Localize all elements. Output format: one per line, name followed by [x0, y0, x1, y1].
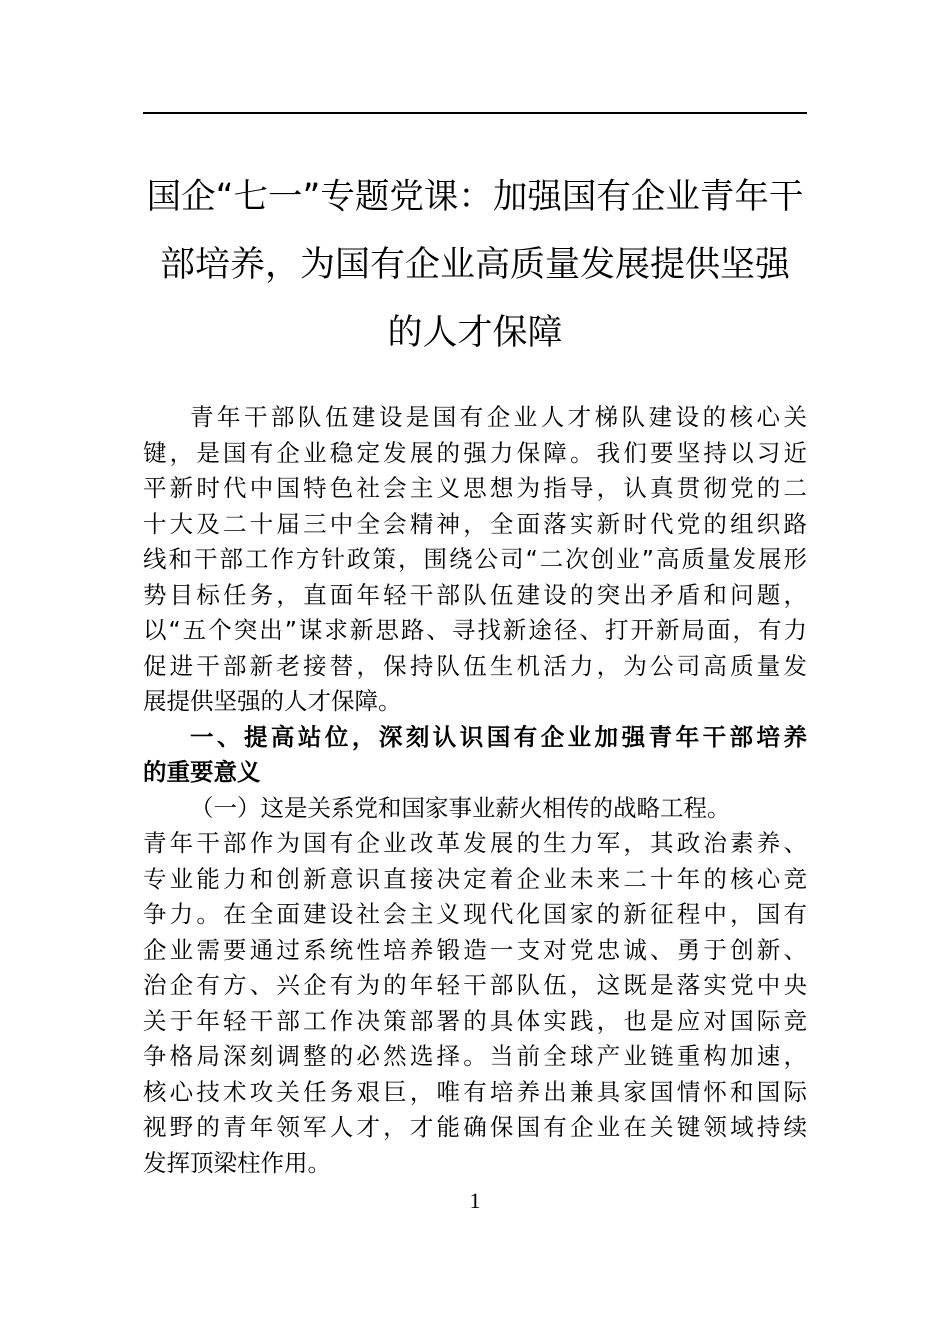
- text-line: 核心技术攻关任务艰巨，唯有培养出兼具家国情怀和国际: [143, 1077, 807, 1106]
- text-line: （一）这是关系党和国家事业薪火相传的战略工程。: [190, 793, 731, 822]
- section-heading: [143, 720, 807, 791]
- text-line: 专业能力和创新意识直接决定着企业未来二十年的核心竞: [143, 864, 807, 893]
- text-line: 以“五个突出”谋求新思路、寻找新途径、打开新局面，有力: [143, 616, 807, 644]
- heading-line: 的重要意义: [143, 758, 261, 786]
- text-line: 发挥顶梁柱作用。: [143, 1148, 331, 1177]
- text-line: 十大及二十届三中全会精神，全面落实新时代党的组织路: [143, 509, 807, 538]
- text-line: 键，是国有企业稳定发展的强力保障。我们要坚持以习近: [143, 438, 807, 467]
- text-line: 促进干部新老接替，保持队伍生机活力，为公司高质量发: [143, 651, 807, 680]
- title-line: 国企“七一”专题党课：加强国有企业青年干: [146, 177, 804, 217]
- text-line: 企业需要通过系统性培养锻造一支对党忠诚、勇于创新、: [143, 935, 807, 964]
- text-line: 势目标任务，直面年轻干部队伍建设的突出矛盾和问题，: [143, 580, 807, 609]
- paragraph-intro: [143, 400, 807, 720]
- heading-line: 一、提高站位，深刻认识国有企业加强青年干部培养: [190, 722, 807, 751]
- text-line: 争格局深刻调整的必然选择。当前全球产业链重构加速，: [143, 1042, 807, 1070]
- title-line: 的人才保障: [387, 313, 563, 353]
- paragraph-section-1-1: [143, 791, 807, 1182]
- text-line: 关于年轻干部工作决策部署的具体实践，也是应对国际竞: [143, 1006, 807, 1035]
- text-line: 展提供坚强的人才保障。: [143, 687, 402, 715]
- text-line: 治企有方、兴企有为的年轻干部队伍，这既是落实党中央: [143, 971, 807, 999]
- document-body: [143, 400, 807, 1181]
- text-line: 争力。在全面建设社会主义现代化国家的新征程中，国有: [143, 900, 807, 928]
- page-number: 1: [469, 1188, 481, 1213]
- text-line: 线和干部工作方针政策，围绕公司“二次创业”高质量发展形: [143, 545, 807, 573]
- document-title: [143, 163, 807, 367]
- text-line: 青年干部作为国有企业改革发展的生力军，其政治素养、: [143, 829, 807, 857]
- text-line: 平新时代中国特色社会主义思想为指导，认真贯彻党的二: [143, 474, 807, 502]
- header-rule: [143, 112, 807, 114]
- title-line: 部培养，为国有企业高质量发展提供坚强: [159, 245, 790, 285]
- text-line: 青年干部队伍建设是国有企业人才梯队建设的核心关: [190, 403, 807, 431]
- text-line: 视野的青年领军人才，才能确保国有企业在关键领域持续: [143, 1113, 807, 1141]
